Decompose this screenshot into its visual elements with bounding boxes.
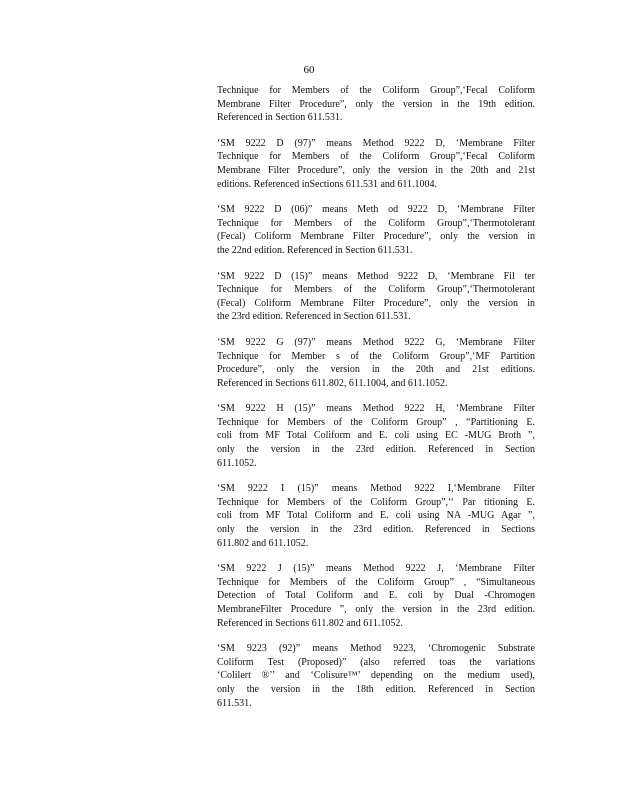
paragraph-line: Technique for Member s of the Coliform Group”,‘MF Partition <box>217 350 535 362</box>
paragraph-sm-9222-h-15 <box>217 402 535 470</box>
paragraph-line: Coliform Test (Proposed)” (also referred toas the variations <box>217 656 535 668</box>
paragraph-line: only the version in the 23rd edition. Referenced in Section <box>217 444 535 456</box>
paragraph-line: Technique for Members of the Coliform Group”,‘Fecal Coliform <box>217 85 535 96</box>
paragraph-line: ‘SM 9222 D (97)” means Method 9222 D, ‘Membrane Filter <box>217 137 535 149</box>
paragraph-line: Membrane Filter Procedure”, only the version in the 19th edition. <box>217 98 535 110</box>
paragraph-line: Technique for Members of the Coliform Group”,‘Thermotolerant <box>217 217 535 229</box>
paragraph-line: Detection of Total Coliform and E. coli by Dual -Chromogen <box>217 590 535 602</box>
paragraph-sm-9222-g-97 <box>217 336 535 390</box>
paragraph-line: Technique for Members of the Coliform Group” , “Simultaneous <box>217 576 535 588</box>
paragraph-line: 611.531. <box>217 697 252 709</box>
document-body <box>217 84 535 722</box>
paragraph-line: Procedure”, only the version in the 20th and 21st editions. <box>217 364 535 376</box>
paragraph-line: Technique for Members of the Coliform Group” , “Partitioning E. <box>217 416 535 428</box>
paragraph-line: Technique for Members of the Coliform Group”,‘Thermotolerant <box>217 284 535 296</box>
paragraph-line: ‘SM 9222 G (97)” means Method 9222 G, ‘Membrane Filter <box>217 336 535 348</box>
paragraph-line: ‘SM 9222 J (15)” means Method 9222 J, ‘Membrane Filter <box>217 563 535 575</box>
paragraph-line: editions. Referenced inSections 611.531 and 611.1004. <box>217 178 438 190</box>
paragraph-sm-9222-d-15 <box>217 270 535 324</box>
paragraph-sm-9222-d-97 <box>217 137 535 191</box>
paragraph-line: the 23rd edition. Referenced in Section 611.531. <box>217 311 411 323</box>
paragraph-line: 611.802 and 611.1052. <box>217 537 309 549</box>
paragraph-sm-9222-d-19th <box>217 84 535 125</box>
paragraph-line: Membrane Filter Procedure”, only the version in the 20th and 21st <box>217 164 535 176</box>
page-number: 60 <box>303 64 315 76</box>
paragraph-line: MembraneFilter Procedure ”, only the version in the 23rd edition. <box>217 604 535 615</box>
paragraph-line: Referenced in Section 611.531. <box>217 112 343 124</box>
paragraph-line: ‘SM 9222 D (15)” means Method 9222 D, ‘Membrane Fil ter <box>217 270 535 282</box>
paragraph-line: ‘SM 9222 D (06)” means Meth od 9222 D, ‘Membrane Filter <box>217 204 535 216</box>
paragraph-line: Referenced in Sections 611.802, 611.1004, and 611.1052. <box>217 377 448 389</box>
paragraph-line: the 22nd edition. Referenced in Section 611.531. <box>217 244 413 256</box>
paragraph-line: Technique for Members of the Coliform Group”,‘‘ Par titioning E. <box>217 496 535 508</box>
paragraph-line: (Fecal) Coliform Membrane Filter Procedure”, only the version in <box>217 231 535 243</box>
paragraph-sm-9222-j-15 <box>217 562 535 630</box>
paragraph-line: ‘Colilert ®’’ and ‘Colisure™’ depending on the medium used), <box>217 670 535 682</box>
paragraph-line: (Fecal) Coliform Membrane Filter Procedure”, only the version in <box>217 297 535 309</box>
paragraph-line: coli from MF Total Coliform and E. coli using EC -MUG Broth ”, <box>217 430 535 442</box>
paragraph-line: 611.1052. <box>217 457 257 469</box>
paragraph-line: Referenced in Sections 611.802 and 611.1052. <box>217 617 403 629</box>
paragraph-line: ‘SM 9222 H (15)” means Method 9222 H, ‘Membrane Filter <box>217 403 535 415</box>
paragraph-line: ‘SM 9223 (92)” means Method 9223, ‘Chromogenic Substrate <box>217 643 535 655</box>
paragraph-sm-9223-92 <box>217 642 535 710</box>
paragraph-line: only the version in the 23rd edition. Referenced in Sections <box>217 524 535 536</box>
paragraph-line: ‘SM 9222 I (15)” means Method 9222 I,‘Membrane Filter <box>217 483 535 495</box>
paragraph-line: Technique for Members of the Coliform Group”,‘Fecal Coliform <box>217 151 535 163</box>
paragraph-sm-9222-d-06 <box>217 203 535 257</box>
paragraph-line: only the version in the 18th edition. Referenced in Section <box>217 683 535 695</box>
paragraph-line: coli from MF Total Coliform and E. coli using NA -MUG Agar ”, <box>217 510 535 522</box>
paragraph-sm-9222-i-15 <box>217 482 535 550</box>
